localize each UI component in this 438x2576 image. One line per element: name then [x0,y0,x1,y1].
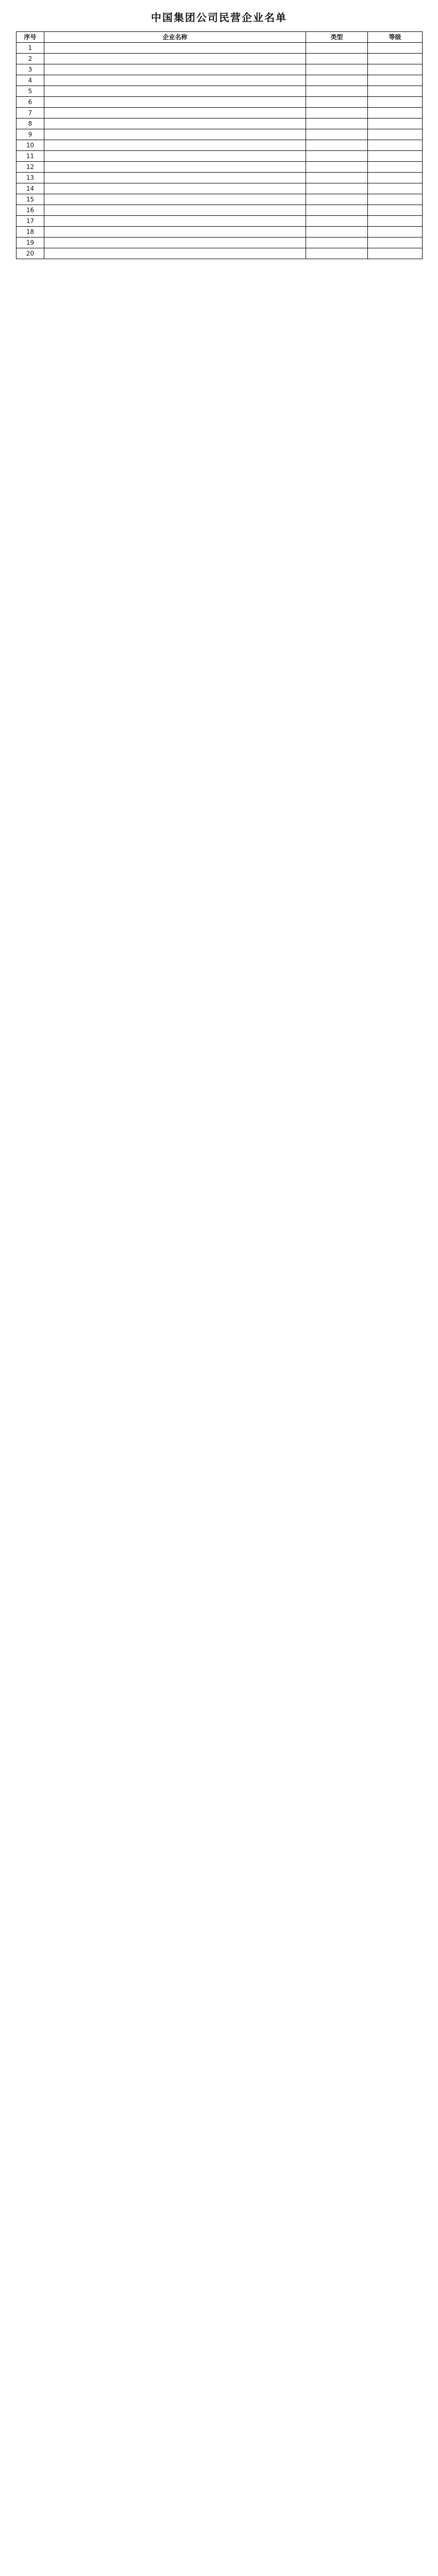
cell-company-name [44,129,306,140]
cell-grade [368,162,423,173]
cell-grade [368,75,423,86]
cell-company-name [44,248,306,259]
cell-no: 8 [16,118,44,129]
cell-no: 4 [16,75,44,86]
cell-company-name [44,227,306,238]
table-row [16,108,423,118]
cell-grade [368,129,423,140]
cell-grade [368,183,423,194]
cell-type [306,162,368,173]
cell-grade [368,227,423,238]
cell-type [306,227,368,238]
cell-grade [368,248,423,259]
company-table [16,31,423,259]
table-row [16,64,423,75]
table-row [16,194,423,205]
cell-no: 20 [16,248,44,259]
cell-grade [368,216,423,227]
cell-type [306,108,368,118]
cell-type [306,238,368,248]
cell-grade [368,86,423,97]
cell-no: 11 [16,151,44,162]
table-row [16,54,423,64]
cell-grade [368,194,423,205]
cell-grade [368,97,423,108]
table-row [16,97,423,108]
cell-grade [368,43,423,54]
company-table-wrapper [16,31,422,259]
cell-company-name [44,151,306,162]
cell-type [306,151,368,162]
cell-type [306,86,368,97]
cell-company-name [44,205,306,216]
cell-no: 9 [16,129,44,140]
header-type: 类型 [306,32,368,43]
page [0,0,438,259]
table-row [16,43,423,54]
cell-no: 12 [16,162,44,173]
header-company-name: 企业名称 [44,32,306,43]
cell-type [306,194,368,205]
cell-company-name [44,140,306,151]
cell-company-name [44,97,306,108]
cell-grade [368,173,423,183]
table-row [16,162,423,173]
cell-type [306,173,368,183]
cell-grade [368,140,423,151]
table-body [16,43,423,259]
cell-no: 14 [16,183,44,194]
cell-type [306,118,368,129]
cell-company-name [44,75,306,86]
cell-no: 13 [16,173,44,183]
cell-grade [368,205,423,216]
table-row [16,205,423,216]
cell-grade [368,54,423,64]
table-row [16,248,423,259]
cell-no: 16 [16,205,44,216]
table-row [16,140,423,151]
cell-no: 2 [16,54,44,64]
cell-grade [368,64,423,75]
table-row [16,183,423,194]
table-row [16,129,423,140]
cell-no: 6 [16,97,44,108]
header-row [16,32,423,43]
cell-no: 1 [16,43,44,54]
cell-type [306,97,368,108]
cell-no: 10 [16,140,44,151]
cell-company-name [44,194,306,205]
document-title: 中国集团公司民营企业名单 [151,11,287,24]
cell-type [306,216,368,227]
header-no: 序号 [16,32,44,43]
cell-no: 3 [16,64,44,75]
cell-company-name [44,162,306,173]
cell-no: 7 [16,108,44,118]
cell-company-name [44,173,306,183]
table-row [16,173,423,183]
cell-no: 15 [16,194,44,205]
cell-type [306,43,368,54]
cell-company-name [44,118,306,129]
cell-company-name [44,108,306,118]
table-row [16,75,423,86]
table-row [16,118,423,129]
cell-no: 18 [16,227,44,238]
cell-no: 17 [16,216,44,227]
table-row [16,238,423,248]
cell-type [306,75,368,86]
table-row [16,216,423,227]
cell-company-name [44,43,306,54]
cell-grade [368,238,423,248]
cell-no: 5 [16,86,44,97]
table-header [16,32,423,43]
cell-type [306,129,368,140]
cell-company-name [44,64,306,75]
cell-type [306,248,368,259]
cell-type [306,183,368,194]
cell-type [306,205,368,216]
cell-company-name [44,216,306,227]
cell-company-name [44,238,306,248]
cell-type [306,140,368,151]
header-grade: 等级 [368,32,423,43]
cell-company-name [44,86,306,97]
cell-no: 19 [16,238,44,248]
cell-company-name [44,54,306,64]
cell-grade [368,151,423,162]
table-row [16,227,423,238]
table-row [16,151,423,162]
cell-company-name [44,183,306,194]
cell-type [306,54,368,64]
cell-grade [368,108,423,118]
table-row [16,86,423,97]
cell-grade [368,118,423,129]
cell-type [306,64,368,75]
